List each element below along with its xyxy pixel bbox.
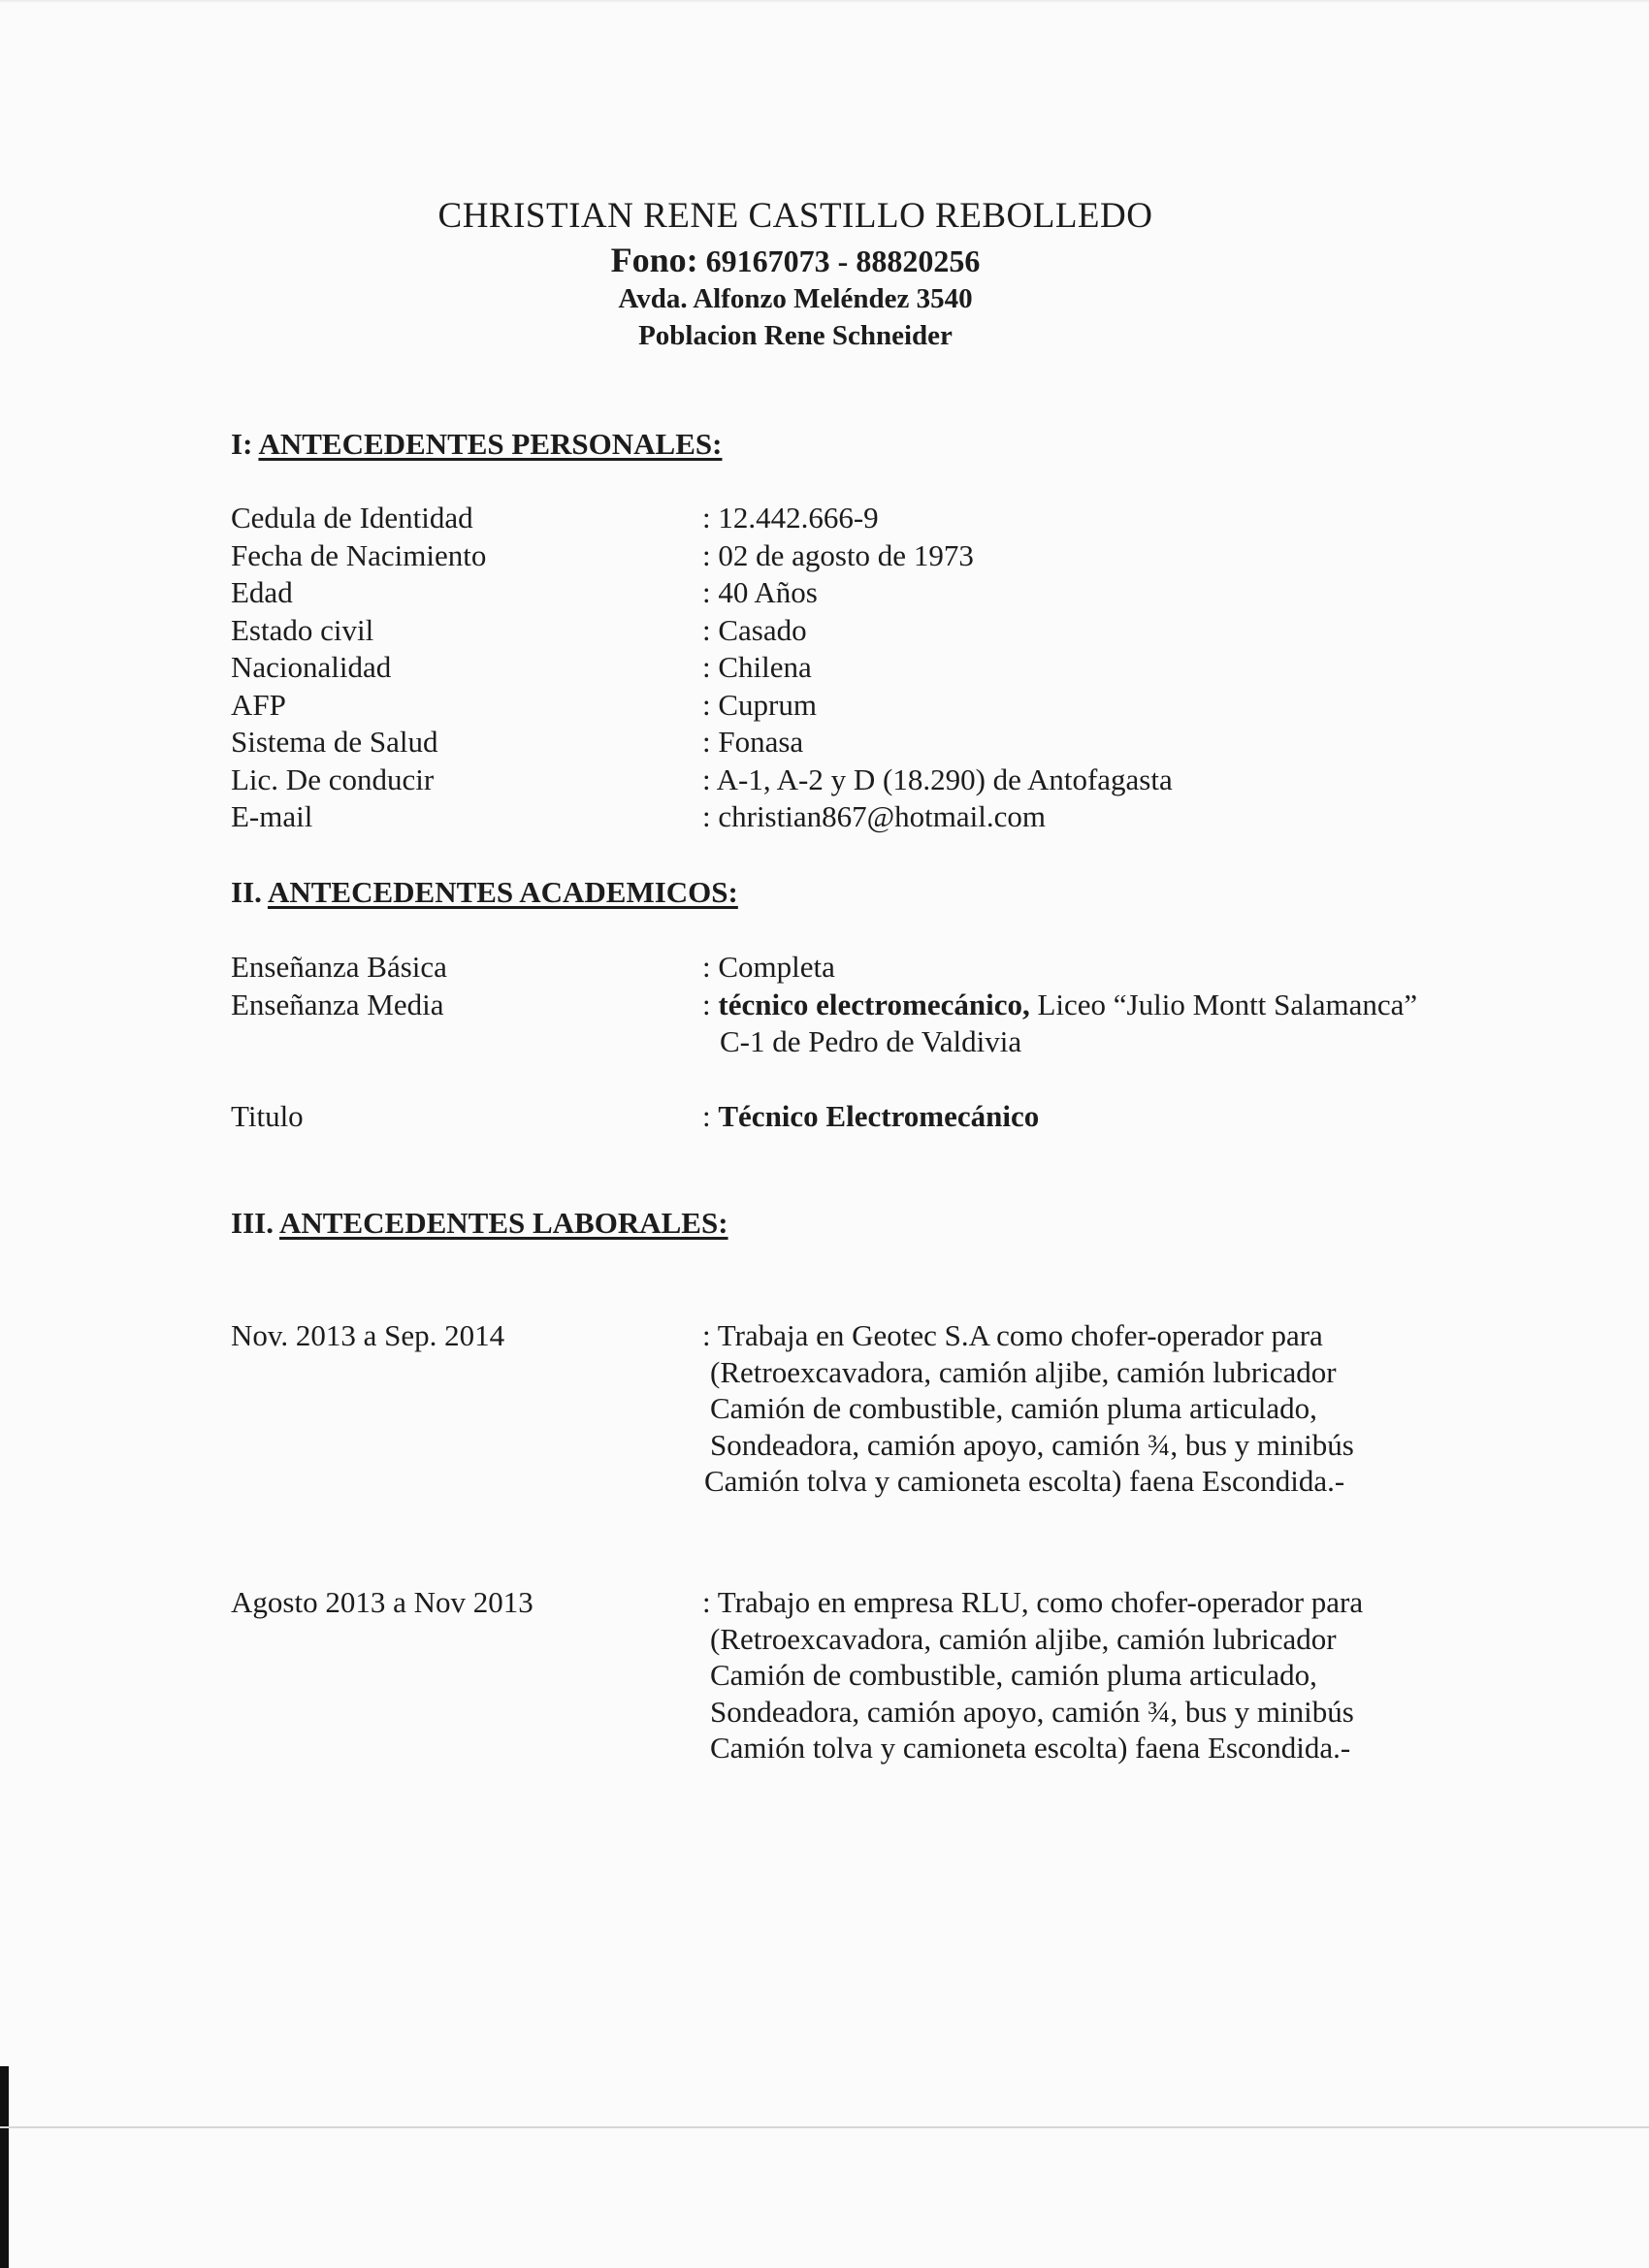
job-line: : Trabajo en empresa RLU, como chofer-operador para <box>702 1585 1364 1619</box>
row-value: : 02 de agosto de 1973 <box>702 537 974 572</box>
scan-shadow <box>0 0 1649 3</box>
row-label: Enseñanza Básica <box>231 950 447 984</box>
phone-value: 69167073 - 88820256 <box>705 243 981 278</box>
section-heading: ANTECEDENTES LABORALES: <box>279 1206 728 1240</box>
row-value: C-1 de Pedro de Valdivia <box>720 1024 1022 1058</box>
row-label: Estado civil <box>231 612 374 647</box>
address-line-1: Avda. Alfonzo Meléndez 3540 <box>618 283 973 314</box>
personal-row <box>231 687 1521 725</box>
personal-row <box>231 537 1521 575</box>
row-value: : A-1, A-2 y D (18.290) de Antofagasta <box>702 761 1173 796</box>
row-value: : Fonasa <box>702 725 804 759</box>
value-bold: Técnico Electromecánico <box>718 1099 1040 1133</box>
personal-row <box>231 724 1521 761</box>
section-academic-title <box>231 875 738 910</box>
value-rest: Liceo “Julio Montt Salamanca” <box>1029 987 1418 1021</box>
row-label: AFP <box>231 687 286 722</box>
job-line: Sondeadora, camión apoyo, camión ¾, bus y minibús <box>710 1427 1354 1462</box>
row-label: Cedula de Identidad <box>231 501 473 535</box>
job-line: Camión de combustible, camión pluma articulado, <box>710 1658 1317 1692</box>
academic-list <box>231 949 1521 1136</box>
personal-row <box>231 798 1521 836</box>
academic-row <box>231 949 1521 987</box>
job-period: Agosto 2013 a Nov 2013 <box>231 1585 534 1619</box>
personal-row <box>231 500 1521 537</box>
value-bold: técnico electromecánico, <box>718 987 1030 1021</box>
phone-label: Fono: <box>610 241 698 279</box>
job-period: Nov. 2013 a Sep. 2014 <box>231 1318 505 1352</box>
job-line: Camión tolva y camioneta escolta) faena Escondida.- <box>710 1731 1351 1765</box>
row-label: Enseñanza Media <box>231 987 444 1021</box>
personal-row <box>231 761 1521 799</box>
section-heading: ANTECEDENTES ACADEMICOS: <box>267 875 738 909</box>
row-value: : 12.442.666-9 <box>702 501 879 535</box>
row-value: : Cuprum <box>702 687 817 722</box>
job-line: Camión de combustible, camión pluma articulado, <box>710 1391 1317 1425</box>
job-line: : Trabaja en Geotec S.A como chofer-operador para <box>702 1318 1323 1352</box>
row-value: : Chilena <box>702 650 812 684</box>
row-label: Edad <box>231 575 293 609</box>
section-prefix: III. <box>231 1206 274 1240</box>
row-label: E-mail <box>231 799 313 833</box>
section-prefix: II. <box>231 875 262 909</box>
academic-row <box>231 1098 1521 1136</box>
section-heading: ANTECEDENTES PERSONALES: <box>258 427 723 461</box>
job-line: (Retroexcavadora, camión aljibe, camión lubricador <box>710 1354 1337 1389</box>
job-line: Sondeadora, camión apoyo, camión ¾, bus y minibús <box>710 1694 1354 1729</box>
row-value <box>702 987 1417 1024</box>
candidate-name: CHRISTIAN RENE CASTILLO REBOLLEDO <box>437 196 1153 236</box>
job-description <box>702 1584 1363 1766</box>
row-value: : Casado <box>702 612 807 647</box>
phone-line <box>0 241 1591 280</box>
section-personal-title <box>231 427 722 462</box>
personal-row <box>231 574 1521 612</box>
job-description <box>702 1317 1354 1500</box>
section-work-title <box>231 1206 728 1241</box>
row-label: Fecha de Nacimiento <box>231 537 487 572</box>
academic-row <box>231 987 1521 1024</box>
row-label: Sistema de Salud <box>231 725 438 759</box>
personal-row <box>231 649 1521 687</box>
section-prefix: I: <box>231 427 253 461</box>
personal-row <box>231 612 1521 650</box>
row-label: Titulo <box>231 1099 304 1133</box>
row-value: : christian867@hotmail.com <box>702 799 1046 833</box>
row-value <box>702 1098 1039 1136</box>
resume-header <box>0 192 1591 354</box>
row-label: Nacionalidad <box>231 650 392 684</box>
job-line: Camión tolva y camioneta escolta) faena Escondida.- <box>704 1464 1345 1498</box>
address-line-2: Poblacion Rene Schneider <box>638 320 953 351</box>
scan-line <box>0 2126 1649 2128</box>
job-line: (Retroexcavadora, camión aljibe, camión lubricador <box>710 1621 1337 1656</box>
row-label: Lic. De conducir <box>231 761 435 796</box>
value-colon: : <box>702 1099 719 1133</box>
scan-edge <box>0 2066 9 2268</box>
academic-row <box>231 1023 1521 1061</box>
row-value: : Completa <box>702 950 835 984</box>
value-colon: : <box>702 987 719 1021</box>
personal-list <box>231 500 1521 836</box>
row-value: : 40 Años <box>702 575 818 609</box>
